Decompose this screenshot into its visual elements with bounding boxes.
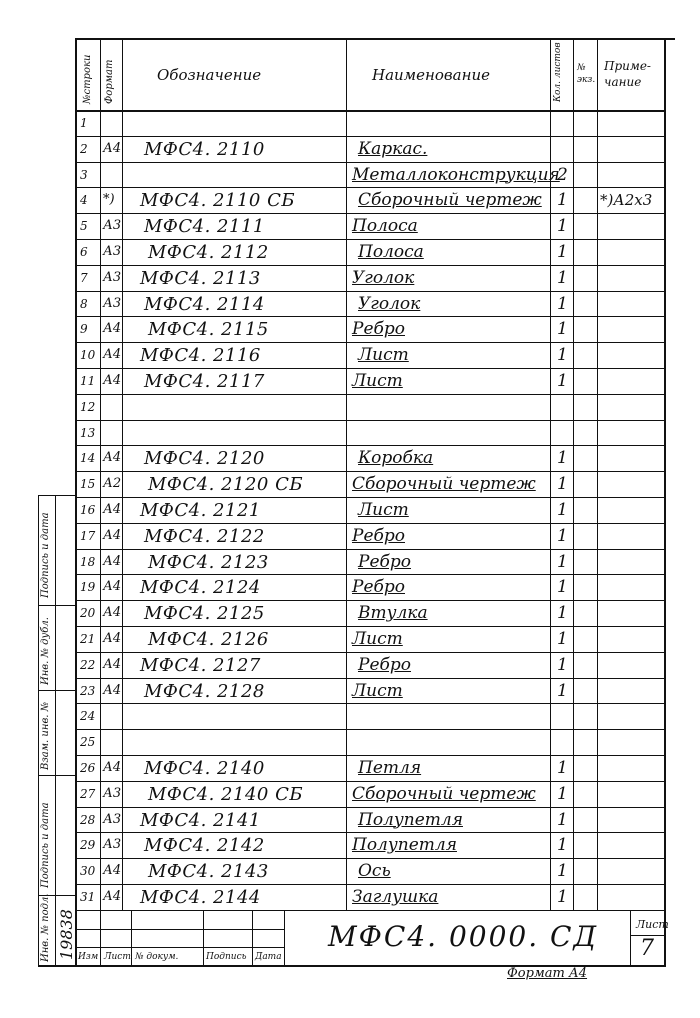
row-name: Полоса bbox=[358, 242, 424, 262]
row-number: 6 bbox=[80, 245, 88, 259]
stamp-inv-dubl: Инв. № дубл. bbox=[40, 617, 51, 685]
row-number: 28 bbox=[80, 812, 96, 827]
row-number: 30 bbox=[80, 864, 96, 879]
row-qty: 1 bbox=[557, 345, 568, 366]
row-name: Полоса bbox=[352, 216, 418, 237]
row-number: 2 bbox=[80, 141, 88, 156]
row-qty: 1 bbox=[557, 190, 568, 211]
row-designation: МФС4. 2142 bbox=[144, 835, 265, 857]
col-sep-5 bbox=[573, 38, 574, 910]
stamp-vzam-inv: Взам. инв. № bbox=[40, 701, 51, 770]
row-line bbox=[75, 136, 665, 137]
header-note: Приме- чание bbox=[604, 59, 651, 89]
sheet-label: Лист bbox=[636, 918, 669, 931]
row-name: Лист bbox=[352, 680, 403, 701]
row-designation: МФС4. 2127 bbox=[140, 654, 261, 676]
stamp-sign-date-2: Подпись и дата bbox=[40, 802, 51, 888]
row-format: А4 bbox=[103, 527, 122, 543]
row-qty: 1 bbox=[557, 525, 568, 546]
row-number: 12 bbox=[80, 399, 96, 414]
row-format: А3 bbox=[103, 269, 122, 285]
row-name: Уголок bbox=[358, 293, 421, 314]
row-qty: 1 bbox=[557, 577, 568, 598]
row-designation: МФС4. 2124 bbox=[140, 577, 261, 599]
row-designation: МФС4. 2140 bbox=[144, 758, 265, 779]
row-line bbox=[75, 884, 665, 885]
stamp-sep-3 bbox=[38, 775, 76, 776]
frame-top bbox=[75, 38, 675, 40]
row-line bbox=[75, 781, 665, 782]
row-name: Ось bbox=[358, 861, 391, 882]
row-number: 3 bbox=[80, 167, 88, 182]
row-qty: 1 bbox=[557, 216, 568, 237]
format-label: Формат А4 bbox=[507, 966, 588, 981]
row-format: А2 bbox=[103, 476, 122, 492]
row-number: 18 bbox=[80, 554, 96, 569]
row-line bbox=[75, 316, 665, 317]
row-number: 8 bbox=[80, 296, 88, 311]
row-designation: МФС4. 2114 bbox=[144, 293, 265, 315]
row-line bbox=[75, 239, 665, 240]
row-format: А3 bbox=[103, 295, 122, 311]
row-format: А3 bbox=[103, 785, 122, 801]
col-sep-3 bbox=[346, 38, 347, 910]
header-row-no: №строки bbox=[82, 54, 93, 104]
row-number: 29 bbox=[80, 838, 96, 853]
col-sep-2 bbox=[122, 38, 123, 910]
row-format: А4 bbox=[103, 502, 122, 517]
doc-code: МФС4. 0000. СД bbox=[328, 920, 599, 953]
row-line bbox=[75, 471, 665, 472]
row-qty: 1 bbox=[557, 809, 568, 830]
row-name: Лист bbox=[352, 629, 403, 649]
row-line bbox=[75, 549, 665, 550]
row-name: Лист bbox=[352, 371, 403, 391]
row-qty: 1 bbox=[557, 371, 568, 391]
row-line bbox=[75, 652, 665, 653]
row-line bbox=[75, 755, 665, 756]
row-line bbox=[75, 291, 665, 292]
tb-sep-3 bbox=[203, 910, 204, 965]
row-line bbox=[75, 265, 665, 266]
row-format: А4 bbox=[103, 347, 122, 363]
row-number: 16 bbox=[80, 503, 96, 517]
row-number: 31 bbox=[80, 890, 96, 904]
row-format: А4 bbox=[103, 863, 122, 879]
row-name: Лист bbox=[358, 345, 409, 366]
row-name: Ребро bbox=[358, 654, 411, 675]
row-designation: МФС4. 2117 bbox=[144, 371, 265, 392]
row-designation: МФС4. 2126 bbox=[148, 629, 269, 650]
row-line bbox=[75, 678, 665, 679]
row-designation: МФС4. 2111 bbox=[144, 216, 265, 238]
row-qty: 1 bbox=[557, 319, 568, 340]
row-qty: 1 bbox=[557, 758, 568, 778]
row-name: Каркас. bbox=[358, 138, 428, 159]
row-format: А4 bbox=[103, 631, 122, 646]
row-format: А4 bbox=[103, 889, 122, 904]
row-format: А4 bbox=[103, 682, 122, 698]
row-line bbox=[75, 368, 665, 369]
row-name: Ребро bbox=[352, 525, 405, 546]
row-number: 13 bbox=[80, 425, 96, 440]
row-number: 25 bbox=[80, 735, 96, 750]
row-designation: МФС4. 2128 bbox=[144, 680, 265, 702]
header-qty: Кол. листов bbox=[553, 42, 563, 102]
row-name: Заглушка bbox=[352, 887, 439, 907]
row-line bbox=[75, 445, 665, 446]
row-number: 7 bbox=[80, 270, 88, 285]
row-number: 23 bbox=[80, 683, 96, 698]
row-line bbox=[75, 523, 665, 524]
row-format: А4 bbox=[103, 605, 122, 621]
header-copy-no: № экз. bbox=[577, 63, 596, 85]
row-qty: 1 bbox=[557, 448, 568, 469]
header-divider bbox=[75, 110, 665, 112]
tb-sep-5 bbox=[284, 910, 285, 965]
row-designation: МФС4. 2141 bbox=[140, 809, 261, 831]
tb-label-sign: Подпись bbox=[206, 952, 247, 962]
row-format: А3 bbox=[103, 837, 122, 853]
row-number: 14 bbox=[80, 451, 96, 466]
row-format: А4 bbox=[103, 760, 122, 775]
row-format: *) bbox=[103, 192, 115, 208]
col-sep-1 bbox=[100, 38, 101, 910]
row-line bbox=[75, 807, 665, 808]
tb-label-doc: № докум. bbox=[135, 952, 179, 962]
row-format: А3 bbox=[103, 218, 122, 234]
row-line bbox=[75, 497, 665, 498]
row-qty: 1 bbox=[557, 680, 568, 701]
row-designation: МФС4. 2140 СБ bbox=[148, 783, 304, 805]
row-designation: МФС4. 2112 bbox=[148, 242, 269, 263]
row-number: 1 bbox=[80, 116, 88, 130]
row-designation: МФС4. 2122 bbox=[144, 525, 265, 547]
row-number: 26 bbox=[80, 761, 96, 775]
row-format: А4 bbox=[103, 579, 122, 595]
row-format: А4 bbox=[103, 553, 122, 569]
header-designation: Обозначение bbox=[157, 66, 262, 84]
row-format: А3 bbox=[103, 244, 122, 259]
row-line bbox=[75, 342, 665, 343]
header-format: Формат bbox=[104, 59, 115, 104]
row-line bbox=[75, 187, 665, 188]
row-line bbox=[75, 858, 665, 859]
row-qty: 1 bbox=[557, 474, 568, 495]
frame-right bbox=[664, 38, 666, 965]
row-qty: 1 bbox=[557, 500, 568, 520]
tb-label-list: Лист bbox=[104, 952, 131, 962]
row-format: А4 bbox=[103, 656, 122, 672]
row-designation: МФС4. 2120 bbox=[144, 448, 265, 470]
row-format: А3 bbox=[103, 811, 122, 827]
stamp-inv-value: 19838 bbox=[57, 909, 76, 960]
row-designation: МФС4. 2115 bbox=[148, 319, 269, 341]
row-name: Втулка bbox=[358, 603, 428, 624]
row-name: Уголок bbox=[352, 267, 415, 288]
title-block-top bbox=[75, 910, 665, 911]
row-number: 27 bbox=[80, 786, 96, 801]
row-designation: МФС4. 2113 bbox=[140, 267, 261, 289]
tb-sep-2 bbox=[131, 910, 132, 965]
stamp-sep-1 bbox=[38, 605, 76, 606]
row-name: Металлоконструкция bbox=[352, 164, 560, 185]
row-line bbox=[75, 729, 665, 730]
row-number: 19 bbox=[80, 580, 96, 595]
row-number: 9 bbox=[80, 322, 88, 337]
row-designation: МФС4. 2120 СБ bbox=[148, 474, 304, 496]
row-qty: 1 bbox=[557, 887, 568, 907]
row-line bbox=[75, 600, 665, 601]
row-qty: 2 bbox=[557, 164, 568, 185]
row-format: А4 bbox=[103, 450, 122, 466]
tb-sep-1 bbox=[100, 910, 101, 965]
row-name: Полупетля bbox=[352, 835, 457, 856]
row-line bbox=[75, 162, 665, 163]
row-number: 15 bbox=[80, 477, 96, 492]
row-number: 4 bbox=[80, 193, 88, 208]
row-designation: МФС4. 2144 bbox=[140, 887, 261, 908]
row-name: Лист bbox=[358, 500, 409, 520]
tb-sep-4 bbox=[252, 910, 253, 965]
row-qty: 1 bbox=[557, 861, 568, 882]
row-note: *)А2х3 bbox=[600, 191, 653, 210]
row-designation: МФС4. 2116 bbox=[140, 345, 261, 367]
stamp-sign-date-1: Подпись и дата bbox=[40, 512, 51, 598]
row-number: 20 bbox=[80, 606, 96, 621]
tb-label-date: Дата bbox=[255, 952, 282, 962]
row-line bbox=[75, 832, 665, 833]
row-name: Ребро bbox=[352, 577, 405, 598]
row-name: Ребро bbox=[352, 319, 405, 340]
row-qty: 1 bbox=[557, 835, 568, 856]
row-name: Полупетля bbox=[358, 809, 463, 830]
row-format: А4 bbox=[103, 140, 122, 156]
row-designation: МФС4. 2110 bbox=[144, 138, 265, 160]
tb-label-izm: Изм bbox=[78, 952, 99, 962]
row-line bbox=[75, 213, 665, 214]
row-designation: МФС4. 2110 СБ bbox=[140, 190, 296, 212]
row-qty: 1 bbox=[557, 783, 568, 804]
frame-left bbox=[75, 38, 77, 965]
row-number: 24 bbox=[80, 709, 96, 724]
row-number: 11 bbox=[80, 374, 96, 388]
row-designation: МФС4. 2123 bbox=[148, 551, 269, 573]
stamp-sep-2 bbox=[38, 690, 76, 691]
row-line bbox=[75, 626, 665, 627]
stamp-inv-orig: Инв. № подл. bbox=[40, 893, 51, 962]
row-line bbox=[75, 394, 665, 395]
header-name: Наименование bbox=[372, 66, 491, 84]
row-number: 5 bbox=[80, 219, 88, 234]
row-qty: 1 bbox=[557, 551, 568, 572]
row-name: Ребро bbox=[358, 551, 411, 572]
row-qty: 1 bbox=[557, 267, 568, 288]
col-sep-6 bbox=[597, 38, 598, 910]
tb-sep-6 bbox=[630, 910, 631, 965]
row-number: 21 bbox=[80, 632, 96, 646]
row-qty: 1 bbox=[557, 654, 568, 675]
row-number: 10 bbox=[80, 348, 96, 363]
row-qty: 1 bbox=[557, 603, 568, 624]
row-number: 17 bbox=[80, 528, 96, 543]
row-name: Сборочный чертеж bbox=[352, 783, 536, 804]
row-format: А4 bbox=[103, 373, 122, 388]
row-line bbox=[75, 574, 665, 575]
row-name: Коробка bbox=[358, 448, 434, 469]
row-name: Сборочный чертеж bbox=[352, 474, 536, 495]
row-format: А4 bbox=[103, 321, 122, 337]
row-designation: МФС4. 2121 bbox=[140, 500, 261, 521]
row-line bbox=[75, 703, 665, 704]
row-name: Сборочный чертеж bbox=[358, 190, 542, 211]
stamp-top bbox=[38, 495, 76, 496]
row-qty: 1 bbox=[557, 242, 568, 262]
row-number: 22 bbox=[80, 657, 96, 672]
row-designation: МФС4. 2143 bbox=[148, 861, 269, 883]
row-qty: 1 bbox=[557, 629, 568, 649]
sheet-number: 7 bbox=[640, 936, 654, 961]
row-name: Петля bbox=[358, 758, 422, 778]
row-qty: 1 bbox=[557, 293, 568, 314]
row-designation: МФС4. 2125 bbox=[144, 603, 265, 625]
row-line bbox=[75, 420, 665, 421]
